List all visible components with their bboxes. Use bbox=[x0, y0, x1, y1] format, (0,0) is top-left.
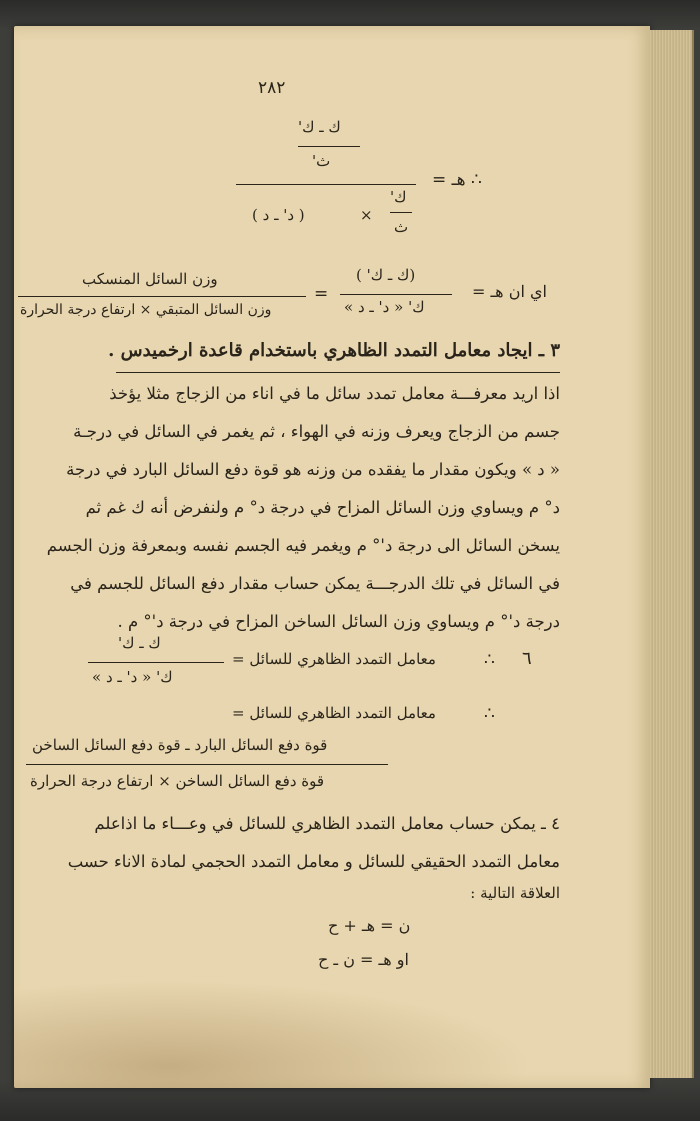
formula3-label: معامل التمدد الظاهري للسائل = bbox=[232, 650, 436, 668]
section3-line-7: درجة د'° م ويساوي وزن السائل الساخن المزاح في درجة د'° م . bbox=[117, 612, 560, 631]
section3-line-1: اذا اريد معرفـــة معامل تمدد سائل ما في اناء من الزجاج مثلا يؤخذ bbox=[109, 384, 560, 403]
formula2-equals: = bbox=[314, 284, 329, 304]
formula1-numerator-bottom: ث' bbox=[312, 152, 331, 170]
section3-line-6: في السائل في تلك الدرجـــة يمكن حساب مقدار دفع السائل للجسم في bbox=[70, 574, 560, 593]
formula1-den-term: ( د' ـ د ) bbox=[252, 206, 305, 224]
formula2-frac-den: ك' « د' ـ د » bbox=[344, 298, 425, 316]
formula3-num: ك ـ ك' bbox=[118, 634, 161, 652]
section3-line-3: « د » ويكون مقدار ما يفقده من وزنه هو قوة دفع السائل البارد في درجة bbox=[66, 460, 560, 479]
section3-line-4: د° م ويساوي وزن السائل المزاح في درجة د° م ولنفرض أنه ك غم ثم bbox=[85, 498, 560, 517]
section4-line-1: ٤ ـ يمكن حساب معامل التمدد الظاهري للسائل في وعـــاء ما اذاعلم bbox=[94, 814, 560, 833]
formula1-numerator-top: ك ـ ك' bbox=[298, 118, 341, 136]
formula2-word-num: وزن السائل المنسكب bbox=[82, 270, 218, 288]
water-stain bbox=[14, 980, 534, 1088]
formula3-fraction-bar bbox=[88, 662, 224, 663]
section4-eq1: ن = هـ + ح bbox=[328, 916, 411, 935]
formula3-den: ك' « د' ـ د » bbox=[92, 668, 173, 686]
page-edges bbox=[650, 30, 694, 1078]
formula1-lhs: ∴ هـ = bbox=[432, 170, 482, 190]
formula4-fraction-bar bbox=[26, 764, 388, 765]
formula4-den: قوة دفع السائل الساخن × ارتفاع درجة الحرارة bbox=[30, 772, 325, 790]
formula1-inner-fraction-bar bbox=[298, 146, 360, 147]
page-number: ٢٨٢ bbox=[258, 78, 286, 98]
formula2-frac-bar bbox=[340, 294, 452, 295]
section4-line-3: العلاقة التالية : bbox=[470, 884, 560, 902]
section3-heading: ٣ ـ ايجاد معامل التمدد الظاهري باستخدام قاعدة ارخميدس . bbox=[108, 340, 560, 361]
formula1-den-th: ث bbox=[394, 218, 409, 236]
formula1-den-bar bbox=[390, 212, 412, 213]
formula1-main-fraction-bar bbox=[236, 184, 416, 185]
formula2-frac-num: (ك ـ ك' ) bbox=[356, 266, 416, 284]
formula4-label: معامل التمدد الظاهري للسائل = bbox=[232, 704, 436, 722]
section3-line-2: جسم من الزجاج ويعرف وزنه في الهواء ، ثم يغمر في السائل في درجـة bbox=[73, 422, 560, 441]
formula3-therefore: ∴ bbox=[484, 650, 495, 670]
section4-line-2: معامل التمدد الحقيقي للسائل و معامل التمدد الحجمي لمادة الاناء حسب bbox=[67, 852, 560, 871]
formula2-word-bar bbox=[18, 296, 306, 297]
formula2-intro: اي ان هـ = bbox=[472, 282, 547, 301]
section4-eq2: او هـ = ن ـ ح bbox=[318, 950, 409, 969]
section3-line-5: يسخن السائل الى درجة د'° م ويغمر فيه الجسم نفسه وبمعرفة وزن الجسم bbox=[46, 536, 560, 555]
formula1-den-k: ك' bbox=[390, 188, 407, 206]
formula1-den-times: × bbox=[360, 206, 373, 224]
formula4-num: قوة دفع السائل البارد ـ قوة دفع السائل الساخن bbox=[32, 736, 328, 754]
formula4-therefore: ∴ bbox=[484, 704, 495, 724]
section3-heading-underline bbox=[116, 372, 560, 373]
formula2-word-den: وزن السائل المتبقي × ارتفاع درجة الحرارة bbox=[20, 302, 272, 318]
formula3-marker: ٦ bbox=[522, 648, 532, 669]
